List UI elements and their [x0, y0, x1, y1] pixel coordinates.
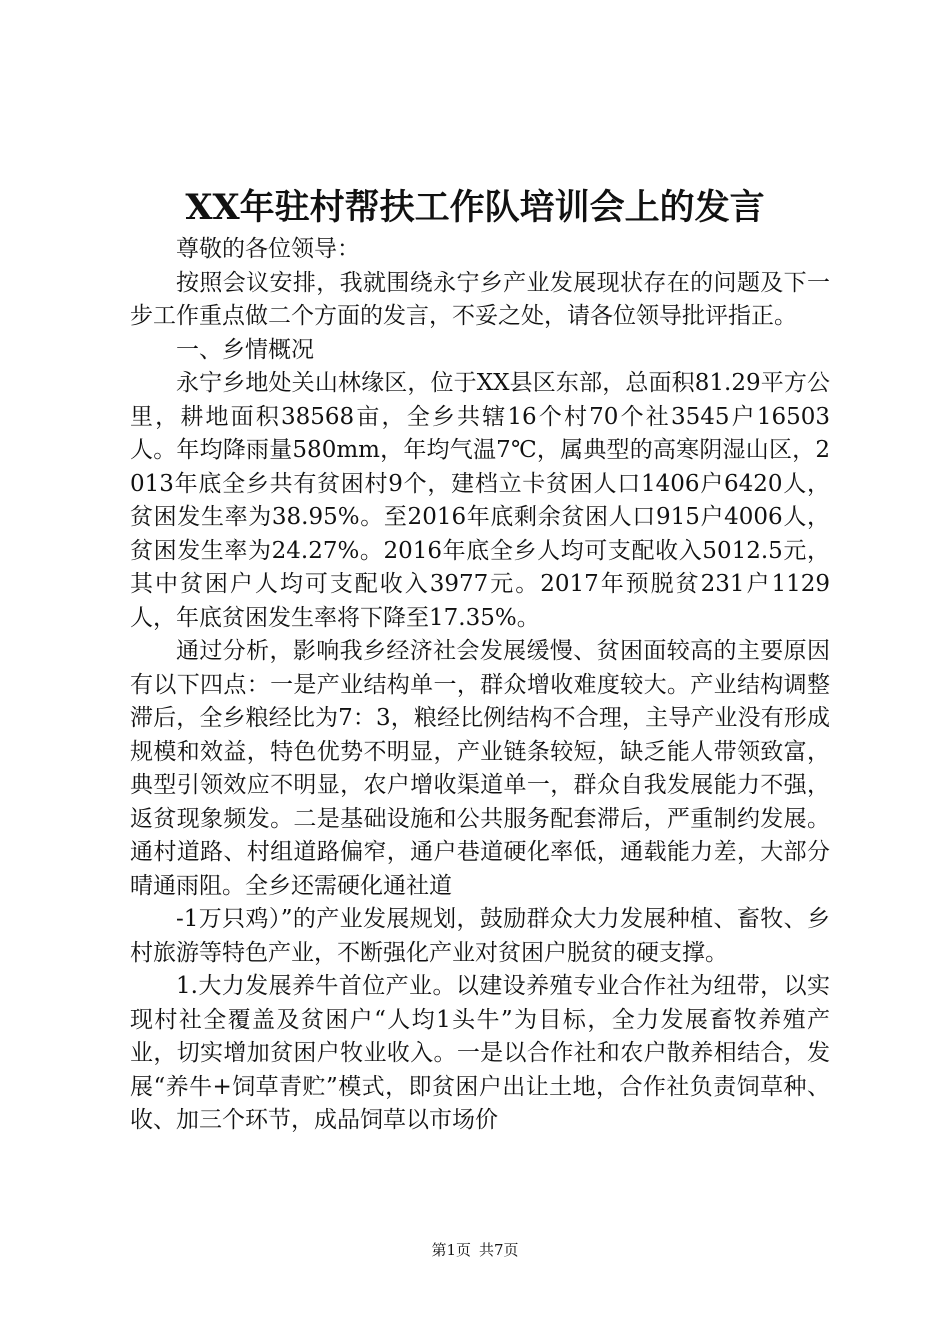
cattle-industry-paragraph: 1.大力发展养牛首位产业。以建设养殖专业合作社为纽带，以实现村社全覆盖及贫困户“人均1头牛”为目标，全力发展畜牧养殖产业，切实增加贫困户牧业收入。一是以合作社和农户散养相结合，发展“养牛+饲草青贮”模式，即贫困户出让土地，合作社负责饲草种、收、加三个环节，成品饲草以市场价	[130, 973, 830, 1133]
document-body	[130, 233, 830, 1138]
section-heading: 一、乡情概况	[176, 336, 314, 363]
page-number: 第1页	[431, 1241, 471, 1259]
analysis-paragraph: 通过分析，影响我乡经济社会发展缓慢、贫困面较高的主要原因有以下四点：一是产业结构单一，群众增收难度较大。产业结构调整滞后，全乡粮经比为7：3，粮经比例结构不合理，主导产业没有形成规模和效益，特色优势不明显，产业链条较短，缺乏能人带领致富，典型引领效应不明显，农户增收渠道单一，群众自我发展能力不强，返贫现象频发。二是基础设施和公共服务配套滞后，严重制约发展。通村道路、村组道路偏窄，通户巷道硬化率低，通载能力差，大部分晴通雨阻。全乡还需硬化通社道	[130, 638, 830, 899]
page-footer	[0, 1240, 950, 1260]
intro-paragraph: 按照会议安排，我就围绕永宁乡产业发展现状存在的问题及下一步工作重点做二个方面的发言，不妥之处，请各位领导批评指正。	[130, 269, 830, 329]
plan-paragraph: -1万只鸡）”的产业发展规划，鼓励群众大力发展种植、畜牧、乡村旅游等特色产业，不断强化产业对贫困户脱贫的硬支撑。	[130, 906, 830, 966]
overview-paragraph: 永宁乡地处关山林缘区，位于XX县区东部，总面积81.29平方公里，耕地面积38568亩，全乡共辖16个村70个社3545户16503人。年均降雨量580mm，年均气温7℃，属典型的高寒阴湿山区，2013年底全乡共有贫困村9个，建档立卡贫困人口1406户6420人，贫困发生率为38.95%。至2016年底剩余贫困人口915户4006人，贫困发生率为24.27%。2016年底全乡人均可支配收入5012.5元，其中贫困户人均可支配收入3977元。2017年预脱贫231户1129人，年底贫困发生率将下降至17.35%。	[130, 370, 830, 631]
salutation-paragraph: 尊敬的各位领导：	[176, 236, 360, 262]
page-total: 共7页	[479, 1241, 519, 1259]
document-title: XX年驻村帮扶工作队培训会上的发言	[185, 187, 765, 228]
